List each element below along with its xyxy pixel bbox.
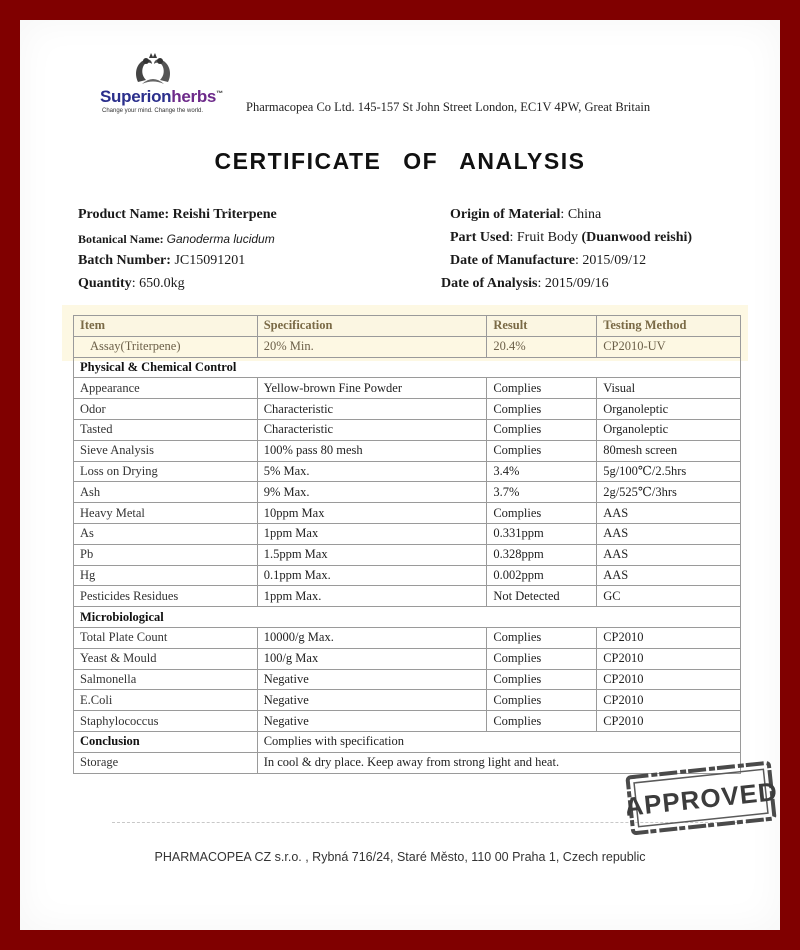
cell-item: Yeast & Mould <box>74 648 258 669</box>
header-item: Item <box>74 316 258 337</box>
cell-result: Complies <box>487 399 597 420</box>
table-row <box>74 586 741 607</box>
cell-method: 5g/100℃/2.5hrs <box>597 461 741 482</box>
cell-specification: 100% pass 80 mesh <box>257 440 487 461</box>
cell-item: Pesticides Residues <box>74 586 258 607</box>
cell-result: 0.331ppm <box>487 523 597 544</box>
storage-row <box>74 752 741 773</box>
header-testing-method: Testing Method <box>597 316 741 337</box>
cell-item: Appearance <box>74 378 258 399</box>
cell-item: Staphylococcus <box>74 711 258 732</box>
table-row <box>74 503 741 524</box>
cell-specification: 9% Max. <box>257 482 487 503</box>
company-address: Pharmacopea Co Ltd. 145-157 St John Street London, EC1V 4PW, Great Britain <box>246 100 651 114</box>
cell-item: Heavy Metal <box>74 503 258 524</box>
page-title: CERTIFICATE OF ANALYSIS <box>214 148 586 174</box>
origin-value: China <box>567 207 602 222</box>
conclusion-row <box>74 731 741 752</box>
cell-result: Complies <box>487 648 597 669</box>
cell-method: CP2010 <box>597 669 741 690</box>
batch-number-line: Batch Number: JC15091201 <box>78 253 246 268</box>
assay-result: 20.4% <box>487 336 597 357</box>
cell-item: Salmonella <box>74 669 258 690</box>
brand-name: Superionherbs™ <box>100 87 223 106</box>
table-row <box>74 482 741 503</box>
footer-address: PHARMACOPEA CZ s.r.o. , Rybná 716/24, Staré Město, 110 00 Praha 1, Czech republic <box>154 850 646 864</box>
cell-specification: 10ppm Max <box>257 503 487 524</box>
cell-method: CP2010 <box>597 648 741 669</box>
cell-specification: Negative <box>257 690 487 711</box>
table-row <box>74 669 741 690</box>
cell-method: AAS <box>597 544 741 565</box>
cell-item: Hg <box>74 565 258 586</box>
cell-item: Sieve Analysis <box>74 440 258 461</box>
cell-item: As <box>74 523 258 544</box>
table-row <box>74 378 741 399</box>
cell-method: Organoleptic <box>597 399 741 420</box>
cell-result: 3.4% <box>487 461 597 482</box>
manufacture-date-value: 2015/09/12 <box>582 253 647 268</box>
table-row <box>74 440 741 461</box>
cell-method: Organoleptic <box>597 419 741 440</box>
cell-result: Complies <box>487 711 597 732</box>
cell-specification: 1ppm Max. <box>257 586 487 607</box>
table-row <box>74 544 741 565</box>
cell-method: AAS <box>597 503 741 524</box>
part-used-line: Part Used: Fruit Body (Duanwood reishi) <box>450 230 693 245</box>
table-row <box>74 419 741 440</box>
table-row <box>74 690 741 711</box>
table-header-row <box>74 316 741 337</box>
product-name-value: Reishi Triterpene <box>172 207 277 222</box>
cell-method: CP2010 <box>597 711 741 732</box>
cell-result: Complies <box>487 627 597 648</box>
cell-specification: Yellow-brown Fine Powder <box>257 378 487 399</box>
header-specification: Specification <box>257 316 487 337</box>
cell-specification: 1ppm Max <box>257 523 487 544</box>
cell-result: Complies <box>487 419 597 440</box>
table-row <box>74 523 741 544</box>
origin-line: Origin of Material: China <box>450 207 602 222</box>
cell-specification: 1.5ppm Max <box>257 544 487 565</box>
section-row <box>74 607 741 628</box>
cell-method: 2g/525℃/3hrs <box>597 482 741 503</box>
company-logo <box>100 52 250 122</box>
cell-result: Complies <box>487 669 597 690</box>
cell-specification: 0.1ppm Max. <box>257 565 487 586</box>
cell-method: GC <box>597 586 741 607</box>
assay-item: Assay(Triterpene) <box>74 336 258 357</box>
quantity-value: 650.0kg <box>139 276 185 291</box>
cell-result: Complies <box>487 690 597 711</box>
section-row <box>74 357 741 378</box>
cell-result: Not Detected <box>487 586 597 607</box>
table-row <box>74 648 741 669</box>
dragon-logo-icon <box>130 52 176 90</box>
table-row <box>74 461 741 482</box>
botanical-name-value: Ganoderma lucidum <box>166 232 275 246</box>
cell-result: Complies <box>487 440 597 461</box>
cell-method: CP2010 <box>597 690 741 711</box>
analysis-table <box>73 315 741 774</box>
storage-label: Storage <box>74 752 258 773</box>
cell-item: Odor <box>74 399 258 420</box>
table-row <box>74 565 741 586</box>
table-row <box>74 399 741 420</box>
cell-specification: Negative <box>257 669 487 690</box>
part-used-value: Fruit Body <box>516 230 578 245</box>
cell-method: AAS <box>597 565 741 586</box>
section-physical-chemical: Physical & Chemical Control <box>74 357 741 378</box>
conclusion-label: Conclusion <box>74 731 258 752</box>
conclusion-value: Complies with specification <box>257 731 740 752</box>
cell-method: Visual <box>597 378 741 399</box>
cell-item: Tasted <box>74 419 258 440</box>
analysis-date-value: 2015/09/16 <box>544 276 609 291</box>
cell-specification: Characteristic <box>257 399 487 420</box>
storage-value: In cool & dry place. Keep away from strong light and heat. <box>257 752 740 773</box>
botanical-name-line: Botanical Name: Ganoderma lucidum <box>78 232 275 246</box>
batch-number-value: JC15091201 <box>174 253 246 268</box>
cell-specification: Negative <box>257 711 487 732</box>
cell-item: Loss on Drying <box>74 461 258 482</box>
cell-result: Complies <box>487 503 597 524</box>
header-result: Result <box>487 316 597 337</box>
assay-row <box>74 336 741 357</box>
cell-result: 0.002ppm <box>487 565 597 586</box>
assay-method: CP2010-UV <box>597 336 741 357</box>
cell-specification: 10000/g Max. <box>257 627 487 648</box>
cell-result: 0.328ppm <box>487 544 597 565</box>
cell-method: CP2010 <box>597 627 741 648</box>
analysis-date-line: Date of Analysis: 2015/09/16 <box>441 276 609 291</box>
part-used-note: (Duanwood reishi) <box>581 230 693 245</box>
cell-item: Pb <box>74 544 258 565</box>
cell-method: 80mesh screen <box>597 440 741 461</box>
stamp-text: APPROVED <box>623 776 779 822</box>
cell-specification: 100/g Max <box>257 648 487 669</box>
product-name-line: Product Name: Reishi Triterpene <box>78 207 277 222</box>
table-row <box>74 711 741 732</box>
cell-method: AAS <box>597 523 741 544</box>
brand-tagline: Change your mind. Change the world. <box>102 108 204 114</box>
cell-specification: Characteristic <box>257 419 487 440</box>
cell-result: Complies <box>487 378 597 399</box>
assay-specification: 20% Min. <box>257 336 487 357</box>
cell-result: 3.7% <box>487 482 597 503</box>
quantity-line: Quantity: 650.0kg <box>78 276 185 291</box>
manufacture-date-line: Date of Manufacture: 2015/09/12 <box>450 253 647 268</box>
cell-item: E.Coli <box>74 690 258 711</box>
cell-specification: 5% Max. <box>257 461 487 482</box>
section-microbiological: Microbiological <box>74 607 741 628</box>
table-row <box>74 627 741 648</box>
cell-item: Total Plate Count <box>74 627 258 648</box>
cell-item: Ash <box>74 482 258 503</box>
